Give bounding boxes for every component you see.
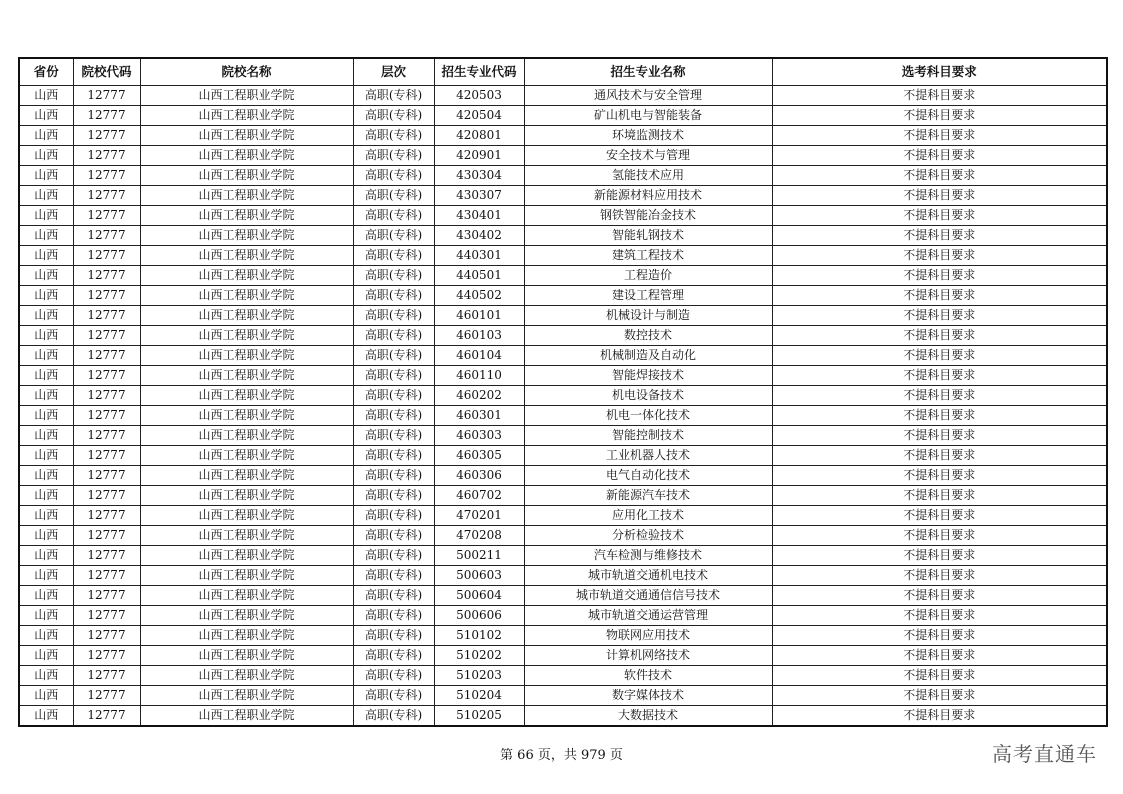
cell-school-name: 山西工程职业学院 (140, 166, 353, 186)
table-row (19, 426, 1107, 446)
table-row (19, 106, 1107, 126)
cell-major-name: 大数据技术 (524, 706, 772, 727)
table-row (19, 566, 1107, 586)
cell-school-name: 山西工程职业学院 (140, 386, 353, 406)
table-row (19, 506, 1107, 526)
cell-school-code: 12777 (73, 186, 140, 206)
cell-subject-requirement: 不提科目要求 (772, 126, 1107, 146)
cell-province: 山西 (19, 706, 73, 727)
cell-school-name: 山西工程职业学院 (140, 306, 353, 326)
cell-province: 山西 (19, 126, 73, 146)
table-row (19, 286, 1107, 306)
cell-school-code: 12777 (73, 386, 140, 406)
cell-major-name: 安全技术与管理 (524, 146, 772, 166)
cell-school-code: 12777 (73, 286, 140, 306)
cell-major-code: 470208 (434, 526, 524, 546)
cell-major-code: 460101 (434, 306, 524, 326)
cell-level: 高职(专科) (353, 506, 434, 526)
cell-subject-requirement: 不提科目要求 (772, 226, 1107, 246)
cell-major-name: 矿山机电与智能装备 (524, 106, 772, 126)
cell-school-code: 12777 (73, 646, 140, 666)
cell-school-name: 山西工程职业学院 (140, 426, 353, 446)
cell-school-name: 山西工程职业学院 (140, 126, 353, 146)
cell-level: 高职(专科) (353, 126, 434, 146)
cell-level: 高职(专科) (353, 286, 434, 306)
cell-major-name: 氢能技术应用 (524, 166, 772, 186)
cell-province: 山西 (19, 326, 73, 346)
cell-subject-requirement: 不提科目要求 (772, 186, 1107, 206)
cell-major-code: 430304 (434, 166, 524, 186)
cell-school-name: 山西工程职业学院 (140, 666, 353, 686)
cell-subject-requirement: 不提科目要求 (772, 486, 1107, 506)
table-row (19, 646, 1107, 666)
cell-major-code: 460303 (434, 426, 524, 446)
cell-subject-requirement: 不提科目要求 (772, 266, 1107, 286)
table-row (19, 666, 1107, 686)
cell-level: 高职(专科) (353, 306, 434, 326)
table-row (19, 246, 1107, 266)
cell-subject-requirement: 不提科目要求 (772, 346, 1107, 366)
cell-level: 高职(专科) (353, 626, 434, 646)
cell-major-name: 城市轨道交通通信信号技术 (524, 586, 772, 606)
cell-level: 高职(专科) (353, 646, 434, 666)
cell-major-name: 城市轨道交通运营管理 (524, 606, 772, 626)
table-row (19, 206, 1107, 226)
cell-major-code: 420801 (434, 126, 524, 146)
cell-school-name: 山西工程职业学院 (140, 266, 353, 286)
cell-province: 山西 (19, 366, 73, 386)
cell-level: 高职(专科) (353, 566, 434, 586)
table-row (19, 386, 1107, 406)
cell-level: 高职(专科) (353, 226, 434, 246)
cell-subject-requirement: 不提科目要求 (772, 466, 1107, 486)
cell-school-code: 12777 (73, 266, 140, 286)
cell-province: 山西 (19, 606, 73, 626)
cell-major-code: 440501 (434, 266, 524, 286)
cell-level: 高职(专科) (353, 426, 434, 446)
cell-school-code: 12777 (73, 226, 140, 246)
cell-school-code: 12777 (73, 526, 140, 546)
cell-major-code: 460305 (434, 446, 524, 466)
cell-school-code: 12777 (73, 486, 140, 506)
cell-province: 山西 (19, 286, 73, 306)
table-row (19, 346, 1107, 366)
cell-level: 高职(专科) (353, 666, 434, 686)
cell-level: 高职(专科) (353, 366, 434, 386)
header-school-code: 院校代码 (73, 58, 140, 86)
cell-school-code: 12777 (73, 466, 140, 486)
table-row (19, 226, 1107, 246)
table-row (19, 606, 1107, 626)
cell-subject-requirement: 不提科目要求 (772, 666, 1107, 686)
cell-school-name: 山西工程职业学院 (140, 226, 353, 246)
cell-province: 山西 (19, 566, 73, 586)
cell-province: 山西 (19, 186, 73, 206)
cell-school-name: 山西工程职业学院 (140, 406, 353, 426)
cell-major-name: 环境监测技术 (524, 126, 772, 146)
cell-major-name: 智能轧钢技术 (524, 226, 772, 246)
cell-major-code: 460702 (434, 486, 524, 506)
cell-major-name: 机电设备技术 (524, 386, 772, 406)
table-row (19, 186, 1107, 206)
cell-level: 高职(专科) (353, 326, 434, 346)
header-province: 省份 (19, 58, 73, 86)
cell-province: 山西 (19, 346, 73, 366)
table-row (19, 306, 1107, 326)
cell-subject-requirement: 不提科目要求 (772, 526, 1107, 546)
cell-level: 高职(专科) (353, 186, 434, 206)
cell-school-code: 12777 (73, 446, 140, 466)
cell-province: 山西 (19, 466, 73, 486)
cell-level: 高职(专科) (353, 266, 434, 286)
table-row (19, 266, 1107, 286)
cell-major-code: 500606 (434, 606, 524, 626)
cell-level: 高职(专科) (353, 406, 434, 426)
cell-subject-requirement: 不提科目要求 (772, 506, 1107, 526)
cell-school-code: 12777 (73, 566, 140, 586)
cell-school-name: 山西工程职业学院 (140, 106, 353, 126)
cell-province: 山西 (19, 686, 73, 706)
cell-major-name: 城市轨道交通机电技术 (524, 566, 772, 586)
cell-major-name: 机电一体化技术 (524, 406, 772, 426)
cell-school-code: 12777 (73, 126, 140, 146)
cell-school-name: 山西工程职业学院 (140, 366, 353, 386)
cell-subject-requirement: 不提科目要求 (772, 426, 1107, 446)
cell-major-code: 420901 (434, 146, 524, 166)
cell-school-code: 12777 (73, 586, 140, 606)
cell-school-code: 12777 (73, 146, 140, 166)
cell-level: 高职(专科) (353, 346, 434, 366)
cell-school-code: 12777 (73, 506, 140, 526)
cell-school-code: 12777 (73, 686, 140, 706)
cell-level: 高职(专科) (353, 606, 434, 626)
cell-level: 高职(专科) (353, 546, 434, 566)
cell-major-code: 470201 (434, 506, 524, 526)
table-row (19, 366, 1107, 386)
cell-level: 高职(专科) (353, 686, 434, 706)
cell-subject-requirement: 不提科目要求 (772, 386, 1107, 406)
cell-school-name: 山西工程职业学院 (140, 606, 353, 626)
header-school-name: 院校名称 (140, 58, 353, 86)
cell-school-code: 12777 (73, 306, 140, 326)
cell-major-code: 510203 (434, 666, 524, 686)
cell-province: 山西 (19, 166, 73, 186)
cell-school-name: 山西工程职业学院 (140, 206, 353, 226)
cell-major-code: 440502 (434, 286, 524, 306)
cell-major-name: 新能源汽车技术 (524, 486, 772, 506)
cell-major-name: 数字媒体技术 (524, 686, 772, 706)
table-row (19, 686, 1107, 706)
cell-level: 高职(专科) (353, 206, 434, 226)
cell-major-code: 500603 (434, 566, 524, 586)
table-row (19, 86, 1107, 106)
cell-major-name: 机械制造及自动化 (524, 346, 772, 366)
cell-subject-requirement: 不提科目要求 (772, 546, 1107, 566)
cell-major-code: 510202 (434, 646, 524, 666)
cell-level: 高职(专科) (353, 146, 434, 166)
table-row (19, 146, 1107, 166)
cell-subject-requirement: 不提科目要求 (772, 706, 1107, 727)
cell-school-name: 山西工程职业学院 (140, 246, 353, 266)
cell-subject-requirement: 不提科目要求 (772, 166, 1107, 186)
cell-school-code: 12777 (73, 206, 140, 226)
cell-school-code: 12777 (73, 246, 140, 266)
cell-level: 高职(专科) (353, 526, 434, 546)
cell-major-name: 通风技术与安全管理 (524, 86, 772, 106)
cell-province: 山西 (19, 626, 73, 646)
cell-school-name: 山西工程职业学院 (140, 346, 353, 366)
cell-school-code: 12777 (73, 606, 140, 626)
header-major-name: 招生专业名称 (524, 58, 772, 86)
cell-school-name: 山西工程职业学院 (140, 526, 353, 546)
cell-school-name: 山西工程职业学院 (140, 566, 353, 586)
cell-province: 山西 (19, 86, 73, 106)
cell-school-code: 12777 (73, 166, 140, 186)
cell-major-code: 510102 (434, 626, 524, 646)
cell-province: 山西 (19, 546, 73, 566)
cell-subject-requirement: 不提科目要求 (772, 566, 1107, 586)
cell-school-name: 山西工程职业学院 (140, 466, 353, 486)
cell-school-name: 山西工程职业学院 (140, 506, 353, 526)
header-row (19, 58, 1107, 86)
cell-level: 高职(专科) (353, 446, 434, 466)
cell-school-code: 12777 (73, 346, 140, 366)
cell-school-code: 12777 (73, 666, 140, 686)
table-row (19, 706, 1107, 727)
cell-level: 高职(专科) (353, 486, 434, 506)
cell-major-name: 工业机器人技术 (524, 446, 772, 466)
table-row (19, 546, 1107, 566)
table-row (19, 126, 1107, 146)
cell-major-name: 软件技术 (524, 666, 772, 686)
cell-major-code: 460301 (434, 406, 524, 426)
cell-subject-requirement: 不提科目要求 (772, 246, 1107, 266)
cell-level: 高职(专科) (353, 586, 434, 606)
cell-subject-requirement: 不提科目要求 (772, 686, 1107, 706)
cell-subject-requirement: 不提科目要求 (772, 306, 1107, 326)
cell-school-name: 山西工程职业学院 (140, 586, 353, 606)
cell-subject-requirement: 不提科目要求 (772, 146, 1107, 166)
cell-level: 高职(专科) (353, 706, 434, 727)
cell-major-name: 计算机网络技术 (524, 646, 772, 666)
cell-subject-requirement: 不提科目要求 (772, 586, 1107, 606)
header-subject-requirement: 选考科目要求 (772, 58, 1107, 86)
cell-school-code: 12777 (73, 366, 140, 386)
header-level: 层次 (353, 58, 434, 86)
cell-major-code: 420503 (434, 86, 524, 106)
cell-major-code: 430401 (434, 206, 524, 226)
cell-major-name: 汽车检测与维修技术 (524, 546, 772, 566)
cell-province: 山西 (19, 406, 73, 426)
cell-province: 山西 (19, 106, 73, 126)
admission-table (18, 57, 1108, 727)
header-major-code: 招生专业代码 (434, 58, 524, 86)
cell-major-name: 建设工程管理 (524, 286, 772, 306)
cell-province: 山西 (19, 526, 73, 546)
cell-major-name: 分析检验技术 (524, 526, 772, 546)
cell-major-name: 物联网应用技术 (524, 626, 772, 646)
cell-school-name: 山西工程职业学院 (140, 186, 353, 206)
cell-school-code: 12777 (73, 326, 140, 346)
cell-province: 山西 (19, 446, 73, 466)
cell-school-name: 山西工程职业学院 (140, 146, 353, 166)
table-row (19, 166, 1107, 186)
cell-major-name: 建筑工程技术 (524, 246, 772, 266)
cell-school-name: 山西工程职业学院 (140, 286, 353, 306)
cell-major-code: 430402 (434, 226, 524, 246)
cell-province: 山西 (19, 146, 73, 166)
cell-province: 山西 (19, 646, 73, 666)
cell-subject-requirement: 不提科目要求 (772, 606, 1107, 626)
cell-province: 山西 (19, 486, 73, 506)
cell-major-name: 应用化工技术 (524, 506, 772, 526)
cell-subject-requirement: 不提科目要求 (772, 326, 1107, 346)
table-row (19, 486, 1107, 506)
page-number: 第 66 页，共 979 页 (500, 748, 623, 763)
cell-school-code: 12777 (73, 106, 140, 126)
cell-major-name: 钢铁智能冶金技术 (524, 206, 772, 226)
cell-major-name: 电气自动化技术 (524, 466, 772, 486)
cell-major-name: 新能源材料应用技术 (524, 186, 772, 206)
cell-major-code: 420504 (434, 106, 524, 126)
cell-school-name: 山西工程职业学院 (140, 706, 353, 727)
cell-subject-requirement: 不提科目要求 (772, 106, 1107, 126)
cell-province: 山西 (19, 506, 73, 526)
cell-province: 山西 (19, 386, 73, 406)
cell-school-name: 山西工程职业学院 (140, 626, 353, 646)
cell-subject-requirement: 不提科目要求 (772, 86, 1107, 106)
cell-province: 山西 (19, 306, 73, 326)
cell-level: 高职(专科) (353, 466, 434, 486)
cell-major-code: 430307 (434, 186, 524, 206)
cell-level: 高职(专科) (353, 86, 434, 106)
cell-subject-requirement: 不提科目要求 (772, 286, 1107, 306)
cell-school-name: 山西工程职业学院 (140, 486, 353, 506)
cell-subject-requirement: 不提科目要求 (772, 446, 1107, 466)
cell-major-name: 机械设计与制造 (524, 306, 772, 326)
table-row (19, 626, 1107, 646)
cell-major-name: 智能焊接技术 (524, 366, 772, 386)
cell-major-name: 智能控制技术 (524, 426, 772, 446)
cell-major-code: 500604 (434, 586, 524, 606)
cell-major-code: 510204 (434, 686, 524, 706)
table-row (19, 446, 1107, 466)
cell-subject-requirement: 不提科目要求 (772, 406, 1107, 426)
cell-subject-requirement: 不提科目要求 (772, 366, 1107, 386)
cell-school-code: 12777 (73, 546, 140, 566)
watermark-text: 高考直通车 (992, 742, 1097, 766)
cell-major-code: 460104 (434, 346, 524, 366)
table-row (19, 406, 1107, 426)
cell-major-code: 510205 (434, 706, 524, 727)
cell-school-name: 山西工程职业学院 (140, 546, 353, 566)
cell-province: 山西 (19, 666, 73, 686)
cell-province: 山西 (19, 426, 73, 446)
cell-major-code: 440301 (434, 246, 524, 266)
table-row (19, 586, 1107, 606)
cell-major-code: 460110 (434, 366, 524, 386)
cell-level: 高职(专科) (353, 166, 434, 186)
cell-subject-requirement: 不提科目要求 (772, 206, 1107, 226)
cell-school-name: 山西工程职业学院 (140, 646, 353, 666)
cell-school-name: 山西工程职业学院 (140, 326, 353, 346)
cell-major-code: 460103 (434, 326, 524, 346)
cell-school-name: 山西工程职业学院 (140, 446, 353, 466)
table-row (19, 326, 1107, 346)
cell-subject-requirement: 不提科目要求 (772, 646, 1107, 666)
cell-major-name: 数控技术 (524, 326, 772, 346)
cell-school-name: 山西工程职业学院 (140, 686, 353, 706)
cell-level: 高职(专科) (353, 246, 434, 266)
cell-major-name: 工程造价 (524, 266, 772, 286)
cell-school-code: 12777 (73, 86, 140, 106)
cell-school-code: 12777 (73, 426, 140, 446)
cell-major-code: 460306 (434, 466, 524, 486)
cell-major-code: 460202 (434, 386, 524, 406)
cell-province: 山西 (19, 206, 73, 226)
cell-school-name: 山西工程职业学院 (140, 86, 353, 106)
cell-level: 高职(专科) (353, 386, 434, 406)
cell-province: 山西 (19, 586, 73, 606)
cell-province: 山西 (19, 226, 73, 246)
cell-province: 山西 (19, 266, 73, 286)
table-row (19, 466, 1107, 486)
cell-province: 山西 (19, 246, 73, 266)
cell-school-code: 12777 (73, 706, 140, 727)
cell-subject-requirement: 不提科目要求 (772, 626, 1107, 646)
cell-level: 高职(专科) (353, 106, 434, 126)
cell-school-code: 12777 (73, 626, 140, 646)
cell-major-code: 500211 (434, 546, 524, 566)
table-row (19, 526, 1107, 546)
cell-school-code: 12777 (73, 406, 140, 426)
